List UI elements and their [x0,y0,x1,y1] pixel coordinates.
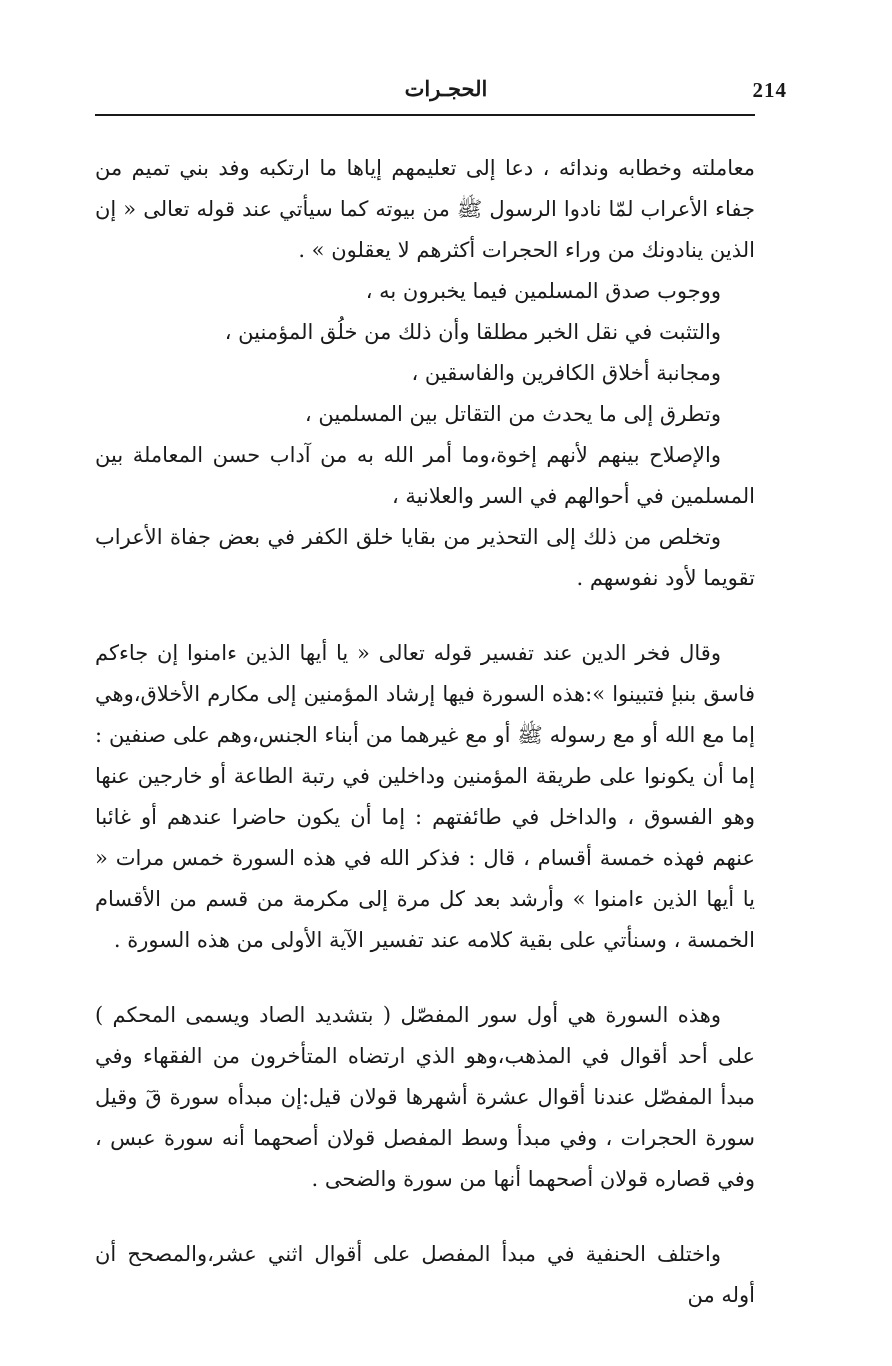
paragraph-6: والإصلاح بينهم لأنهم إخوة،وما أمر الله به من آداب حسن المعاملة بين المسلمين في أحوالهم في السر والعلانية ، [95,443,755,508]
paragraph-1: معاملته وخطابه وندائه ، دعا إلى تعليمهم إياها ما ارتكبه وفد بني تميم من جفاء الأعراب لمّا نادوا الرسول ﷺ من بيوته كما سيأتي عند قوله تعالى « إن الذين ينادونك من وراء الحجرات أكثرهم لا يعقلون » . [95,156,755,262]
page-header [95,62,797,114]
paragraph-10: واختلف الحنفية في مبدأ المفصل على أقوال اثني عشر،والمصحح أن أوله من [95,1242,755,1307]
paragraph-5: وتطرق إلى ما يحدث من التقاتل بين المسلمين ، [304,402,721,426]
paragraph-3: والتثبت في نقل الخبر مطلقا وأن ذلك من خلُق المؤمنين ، [224,320,721,344]
running-title: الحجـرات [404,76,488,101]
paragraph-8: وقال فخر الدين عند تفسير قوله تعالى « يا أيها الذين ءامنوا إن جاءكم فاسق بنبإ فتبينوا »:هذه السورة فيها إرشاد المؤمنين إلى مكارم الأخلاق،وهي إما مع الله أو مع رسوله ﷺ أو مع غيرهما من أبناء الجنس،وهم على صنفين : إما أن يكونوا على طريقة المؤمنين وداخلين في رتبة الطاعة أو خارجين عنها وهو الفسوق ، والداخل في طائفتهم : إما أن يكون حاضرا عندهم أو غائبا عنهم فهذه خمسة أقسام ، قال : فذكر الله في هذه السورة خمس مرات « يا أيها الذين ءامنوا » وأرشد بعد كل مرة إلى مكرمة من قسم من الأقسام الخمسة ، وسنأتي على بقية كلامه عند تفسير الآية الأولى من هذه السورة . [95,641,755,952]
paragraph-7: وتخلص من ذلك إلى التحذير من بقايا خلق الكفر في بعض جفاة الأعراب تقويما لأود نفوسهم . [95,525,755,590]
paragraph-2: ووجوب صدق المسلمين فيما يخبرون به ، [365,279,721,303]
paragraph-gap [95,961,755,995]
paragraph-gap [95,599,755,633]
page-body [95,148,755,1316]
paragraph-gap [95,1200,755,1234]
page-number: 214 [752,78,787,102]
header-rule [95,114,755,116]
paragraph-9: وهذه السورة هي أول سور المفصّل ( بتشديد الصاد ويسمى المحكم ) على أحد أقوال في المذهب،وهو الذي ارتضاه المتأخرون من الفقهاء وفي مبدأ المفصّل عندنا أقوال عشرة أشهرها قولان قيل:إن مبدأه سورة قٓ وقيل سورة الحجرات ، وفي مبدأ وسط المفصل قولان أصحهما أنه سورة عبس ، وفي قصاره قولان أصحهما أنها من سورة والضحى . [95,1003,755,1191]
paragraph-4: ومجانبة أخلاق الكافرين والفاسقين ، [411,361,721,385]
